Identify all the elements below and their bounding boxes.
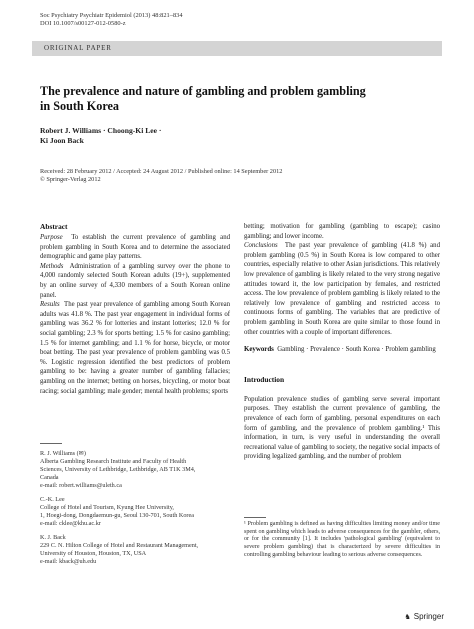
affiliation-line: College of Hotel and Tourism, Kyung Hee University, bbox=[40, 504, 174, 511]
journal-citation bbox=[40, 12, 183, 29]
author-affiliations bbox=[40, 450, 240, 566]
affiliation-name: K. J. Back bbox=[40, 534, 66, 541]
footnote: ¹ Problem gambling is defined as having difficulties limiting money and/or time spent on gambling which leads to adverse consequences for the gambler, others, or for the community [1]. It includes 'pathological gambling' (equivalent to severe problem gambling) that is characterized by severe difficulties in controlling gambling behaviour leading to serious adverse consequences. bbox=[244, 521, 440, 558]
keywords-text: Gambling · Prevalence · South Korea · Problem gambling bbox=[277, 346, 436, 354]
abstract-section bbox=[40, 222, 230, 396]
affiliation-back bbox=[40, 534, 240, 566]
affiliation-line: Canada bbox=[40, 474, 59, 481]
abstract-conclusions bbox=[244, 241, 440, 337]
paper-type-banner bbox=[32, 41, 442, 56]
authors-line-2: Ki Joon Back bbox=[40, 136, 84, 145]
springer-logo bbox=[404, 612, 444, 621]
abstract-results bbox=[40, 300, 230, 396]
journal-reference: Soc Psychiatry Psychiatr Epidemiol (2013) 48:821–834 bbox=[40, 12, 183, 19]
affiliation-line: 1, Hoegi-dong, Dongdaemun-gu, Seoul 130-701, South Korea bbox=[40, 512, 194, 519]
copyright: © Springer-Verlag 2012 bbox=[40, 176, 101, 184]
springer-horse-icon: ♞ bbox=[404, 614, 411, 621]
title-line-1: The prevalence and nature of gambling and problem gambling bbox=[40, 84, 366, 98]
abstract-heading: Abstract bbox=[40, 222, 68, 231]
purpose-text: To establish the current prevalence of gambling and problem gambling in South Korea and to determine the associated demographic and game play patterns. bbox=[40, 234, 230, 261]
affiliation-email: e-mail: robert.williams@uleth.ca bbox=[40, 482, 122, 489]
conclusions-label: Conclusions bbox=[244, 242, 278, 250]
affiliation-rule bbox=[40, 443, 62, 444]
publisher-name: Springer bbox=[413, 612, 444, 621]
affiliation-email: e-mail: cklee@khu.ac.kr bbox=[40, 520, 101, 527]
affiliation-name: C.-K. Lee bbox=[40, 496, 65, 503]
affiliation-lee bbox=[40, 496, 240, 528]
authors-line-1: Robert J. Williams · Choong-Ki Lee · bbox=[40, 126, 162, 135]
results-text: The past year prevalence of gambling among South Korean adults was 41.8 %. The past year engagement in individual forms of gambling was 36.2 % for lotteries and instant lotteries; 12.0 % for social gambling; 2.3 % for sports betting; 1.5 % for casino gambling; 1.5 % for internet gambling; and 1.1 % for horse, bicycle, or motor boat betting. The past year prevalence of problem gambling was 0.5 %. Logistic regression identified the best predictors of problem gambling to be: having a greater number of gambling fallacies; gambling on the internet; betting on horses, bicycling, or motor boat racing; social gambling; male gender; mental health problems; sports bbox=[40, 301, 230, 395]
right-column bbox=[244, 222, 440, 462]
affiliation-williams bbox=[40, 450, 240, 490]
introduction-text: Population prevalence studies of gambling serve several important purposes. They establish the current prevalence of gambling, the prevalence of each form of gambling, personal expenditures on each form of gambling, and the prevalence of problem gambling.¹ This information, in turn, is very useful in understanding the overall recreational value of gambling to society, the negative social impacts of providing legalized gambling, and the number of problem bbox=[244, 395, 440, 461]
affiliation-line: Alberta Gambling Research Institute and Faculty of Health bbox=[40, 458, 187, 465]
publication-dates bbox=[40, 168, 440, 185]
affiliation-email: e-mail: kback@uh.edu bbox=[40, 558, 97, 565]
methods-label: Methods bbox=[40, 262, 64, 270]
affiliation-name: R. J. Williams (✉) bbox=[40, 450, 86, 457]
methods-text: Administration of a gambling survey over the phone to 4,000 randomly selected South Korean adults (19+), supplemented by an online survey of 4,330 members of a South Korean online panel. bbox=[40, 262, 230, 299]
footnote-rule bbox=[244, 517, 266, 518]
dates-line: Received: 28 February 2012 / Accepted: 24 August 2012 / Published online: 14 September 2012 bbox=[40, 168, 283, 175]
affiliation-line: 229 C. N. Hilton College of Hotel and Restaurant Management, bbox=[40, 542, 199, 549]
keywords bbox=[244, 345, 440, 355]
purpose-label: Purpose bbox=[40, 234, 63, 241]
abstract-results-continued: betting; motivation for gambling (gambling to escape); casino gambling; and lower income. bbox=[244, 223, 440, 240]
paper-type-label: ORIGINAL PAPER bbox=[44, 44, 112, 52]
conclusions-text: The past year prevalence of gambling (41.8 %) and problem gambling (0.5 %) in South Korea is low compared to other countries, especially relative to other Asian jurisdictions. This relatively low prevalence of gambling is likely related to the very strong negative attitudes toward it, the low participation by females, and restricted access. The low prevalence of problem gambling is likely related to the relatively low prevalence of gambling and restricted access to continuous forms of gambling. The variables that are predictive of problem gambling in South Korea are quite similar to those found in other countries with a couple of important differences. bbox=[244, 242, 440, 336]
paper-title bbox=[40, 84, 420, 114]
results-label: Results bbox=[40, 301, 60, 309]
abstract-methods bbox=[40, 262, 230, 300]
affiliation-line: University of Houston, Houston, TX, USA bbox=[40, 550, 147, 557]
doi: DOI 10.1007/s00127-012-0580-z bbox=[40, 20, 126, 28]
abstract-purpose bbox=[40, 233, 230, 262]
title-line-2: in South Korea bbox=[40, 99, 120, 113]
author-list bbox=[40, 126, 420, 146]
keywords-label: Keywords bbox=[244, 346, 274, 354]
introduction-heading: Introduction bbox=[244, 374, 285, 384]
affiliation-line: Sciences, University of Lethbridge, Lethbridge, AB T1K 3M4, bbox=[40, 466, 196, 473]
